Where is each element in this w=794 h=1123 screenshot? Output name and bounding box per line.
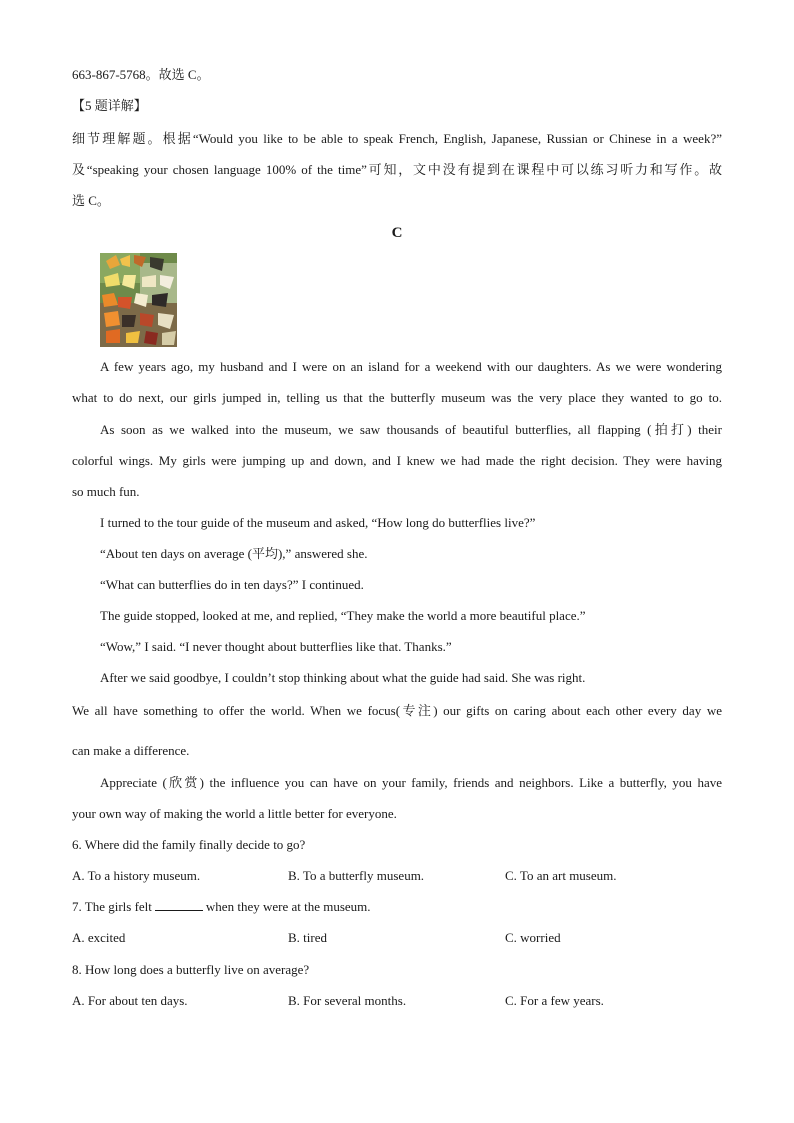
- passage-p1-line-1: A few years ago, my husband and I were on an island for a weekend with our daughters. As we were wondering: [100, 359, 722, 374]
- question-6-option-c: C. To an art museum.: [505, 868, 617, 883]
- question-6-option-b: B. To a butterfly museum.: [288, 868, 425, 883]
- question-7-stem-end: when they were at the museum.: [205, 899, 371, 914]
- passage-p3: I turned to the tour guide of the museum and asked, “How long do butterflies live?”: [100, 515, 536, 530]
- passage-p2-line-1: As soon as we walked into the museum, we saw thousands of beautiful butterflies, all flapping (拍打) their: [100, 422, 722, 437]
- q5-explanation-line-1: 细节理解题。根据“Would you like to be able to speak French, English, Japanese, Russian or Chinese in a week?”: [72, 131, 722, 146]
- passage-p1-line-2: what to do next, our girls jumped in, telling us that the butterfly museum was the very place they wanted to go to.: [72, 390, 722, 405]
- q5-explanation-line-2: 及“speaking your chosen language 100% of the time”可知，文中没有提到在课程中可以练习听力和写作。故: [72, 162, 722, 177]
- passage-p7: “Wow,” I said. “I never thought about butterflies like that. Thanks.”: [100, 639, 452, 654]
- question-7-option-b: B. tired: [288, 930, 327, 945]
- passage-p10-line-2: your own way of making the world a little better for everyone.: [72, 806, 397, 821]
- question-6-stem: 6. Where did the family finally decide to go?: [72, 837, 306, 852]
- question-7-option-a: A. excited: [72, 930, 126, 945]
- q5-header: 【5 题详解】: [72, 98, 147, 113]
- question-8-stem: 8. How long does a butterfly live on average?: [72, 962, 310, 977]
- passage-p9-line-2: can make a difference.: [72, 743, 190, 758]
- answer-blank: [155, 898, 203, 911]
- passage-p2-line-3: so much fun.: [72, 484, 140, 499]
- previous-answer-line: 663-867-5768。故选 C。: [72, 67, 210, 82]
- passage-p10-line-1: Appreciate (欣赏) the influence you can have on your family, friends and neighbors. Like a butterfly, you have: [100, 775, 722, 790]
- question-8-option-b: B. For several months.: [288, 993, 407, 1008]
- question-7-option-c: C. worried: [505, 930, 561, 945]
- passage-p2-line-2: colorful wings. My girls were jumping up and down, and I knew we had made the right decision. They were having: [72, 453, 722, 468]
- question-6-option-a: A. To a history museum.: [72, 868, 201, 883]
- passage-p6: The guide stopped, looked at me, and replied, “They make the world a more beautiful place.”: [100, 608, 586, 623]
- butterflies-photo: [100, 253, 177, 347]
- question-7-stem-start: 7. The girls felt: [72, 899, 152, 914]
- passage-p9-line-1: We all have something to offer the world. When we focus(专注) our gifts on caring about each other every day we: [72, 703, 722, 718]
- question-7-stem: [72, 898, 722, 916]
- q5-explanation-line-3: 选 C。: [72, 193, 110, 208]
- passage-p4: “About ten days on average (平均),” answered she.: [100, 546, 368, 561]
- question-8-option-a: A. For about ten days.: [72, 993, 188, 1008]
- passage-p5: “What can butterflies do in ten days?” I continued.: [100, 577, 364, 592]
- passage-p8: After we said goodbye, I couldn’t stop thinking about what the guide had said. She was right.: [100, 670, 586, 685]
- question-8-option-c: C. For a few years.: [505, 993, 604, 1008]
- section-label: C: [391, 225, 403, 241]
